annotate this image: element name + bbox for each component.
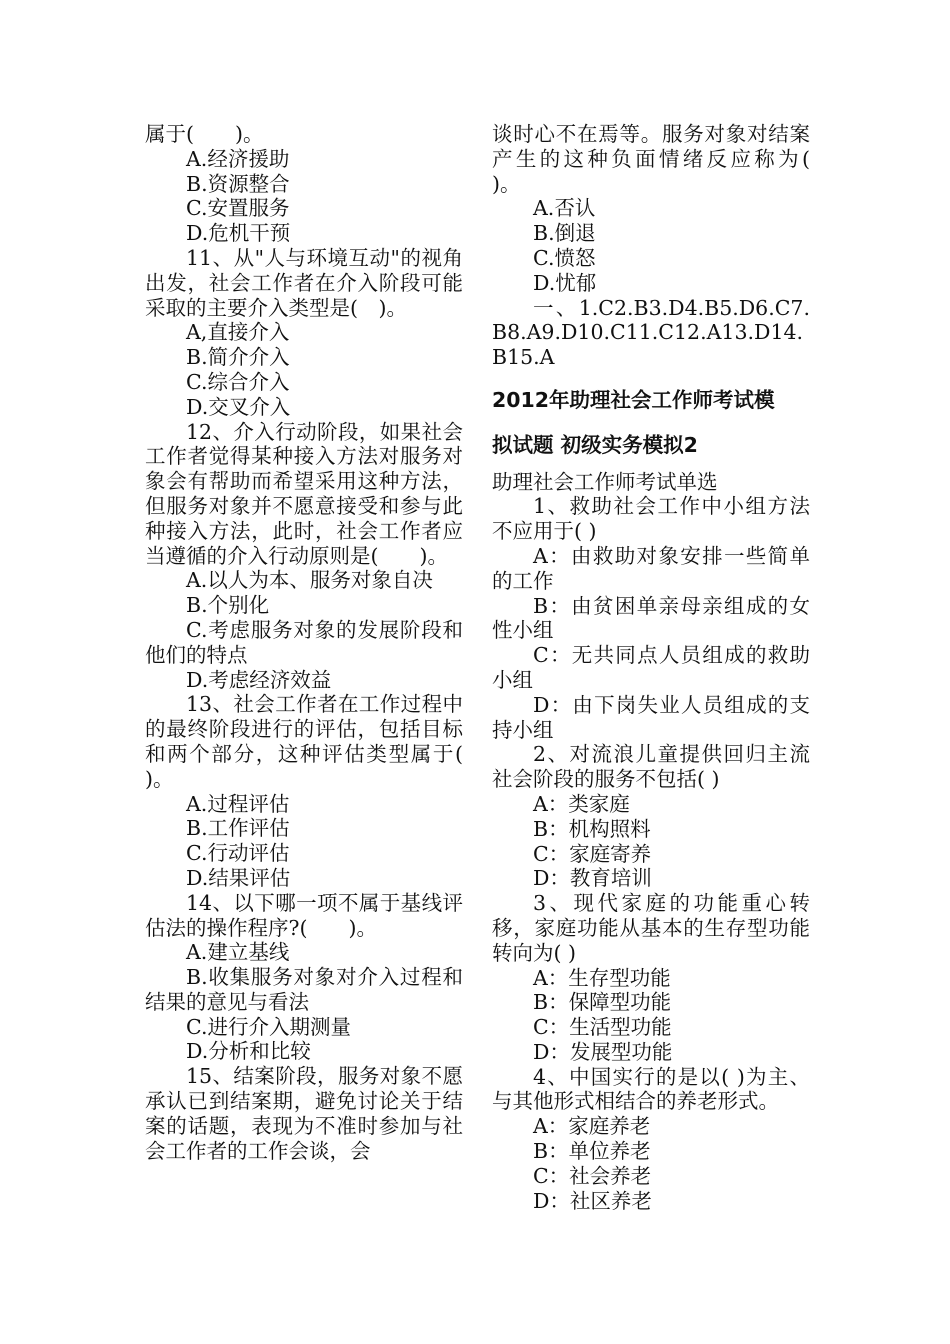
answer-option: A.否认: [533, 196, 596, 221]
question-text: 15、结案阶段，服务对象不愿承认已到结案期，避免讨论关于结案的话题，表现为不准时参加与社会工作者的工作会谈，会: [145, 1064, 463, 1163]
question-text: D：由下岗失业人员组成的支持小组: [492, 692, 810, 742]
question-text: A：由救助对象安排一些简单的工作: [492, 543, 810, 593]
question-text: 14、以下哪一项不属于基线评估法的操作程序?( )。: [145, 890, 463, 940]
answer-option: B.简介介入: [186, 345, 290, 370]
question-text: 1、救助社会工作中小组方法不应用于( ): [492, 494, 810, 544]
answer-option: C.进行介入期测量: [186, 1014, 351, 1039]
question-text: B：由贫困单亲母亲组成的女性小组: [492, 593, 810, 643]
answer-option: B：保障型功能: [533, 990, 672, 1015]
answer-option: D.危机干预: [186, 221, 291, 246]
answer-option: B.工作评估: [186, 816, 290, 841]
continued-text: 属于( )。: [145, 122, 264, 146]
question-text: 3、现代家庭的功能重心转移，家庭功能从基本的生存型功能转向为( ): [492, 891, 810, 965]
section-heading-line-1: 2012年助理社会工作师考试模: [492, 387, 775, 412]
question-text: C：无共同点人员组成的救助小组: [492, 643, 810, 692]
answer-option: D.交叉介入: [186, 394, 291, 419]
answer-option: D.考虑经济效益: [186, 667, 332, 692]
answer-option: C.综合介入: [186, 369, 290, 394]
left-column: [145, 122, 504, 1163]
answer-option: A：类家庭: [533, 791, 630, 816]
answer-option: B.资源整合: [186, 171, 290, 196]
answer-option: A.经济援助: [186, 146, 290, 171]
answer-option: C：社会养老: [533, 1163, 652, 1188]
answer-option: D.结果评估: [186, 865, 291, 890]
answer-section: [492, 122, 851, 370]
section-heading-line-2: 拟试题 初级实务模拟2: [492, 432, 698, 457]
answer-option: A：家庭养老: [533, 1114, 651, 1139]
question-list: [492, 470, 810, 1214]
question-text: C.考虑服务对象的发展阶段和他们的特点: [145, 617, 463, 667]
answer-option: B：机构照料: [533, 816, 651, 841]
answer-option: B.个别化: [186, 593, 270, 618]
answer-option: D.分析和比较: [186, 1039, 311, 1064]
answer-option: C：家庭寄养: [533, 841, 652, 866]
continued-text: 谈时心不在焉等。服务对象对结案产生的这种负面情绪反应称为( )。: [492, 122, 851, 196]
answer-option: C.愤怒: [533, 245, 596, 270]
question-text: 12、介入行动阶段，如果社会工作者觉得某种接入方法对服务对象会有帮助而希望采用这种方法，但服务对象并不愿意接受和参与此种接入方法，此时，社会工作者应当遵循的介入行动原则是( )。: [145, 419, 463, 568]
answer-option: C.行动评估: [186, 841, 290, 866]
answer-option: D：社区养老: [533, 1188, 652, 1213]
question-text: 13、社会工作者在工作过程中的最终阶段进行的评估，包括目标和两个部分，这种评估类型属于( )。: [145, 692, 504, 791]
answer-option: B.倒退: [533, 221, 596, 246]
answer-option: A.过程评估: [186, 791, 290, 816]
answer-option: D：教育培训: [533, 866, 652, 891]
right-column: [492, 122, 851, 1213]
answer-option: A,直接介入: [186, 320, 290, 345]
question-text: 2、对流浪儿童提供回归主流社会阶段的服务不包括( ): [492, 742, 810, 792]
answer-option: B：单位养老: [533, 1139, 651, 1164]
answer-option: A：生存型功能: [533, 965, 671, 990]
question-text: 4、中国实行的是以( )为主、与其他形式相结合的养老形式。: [492, 1064, 810, 1114]
answer-option: A.建立基线: [186, 940, 290, 965]
answer-option: D.忧郁: [533, 270, 597, 295]
question-text: 11、从"人与环境互动"的视角出发，社会工作者在介入阶段可能采取的主要介入类型是( )。: [145, 245, 463, 320]
continued-text: 助理社会工作师考试单选: [492, 469, 718, 494]
answer-option: D：发展型功能: [533, 1039, 673, 1064]
question-text: B.收集服务对象对介入过程和结果的意见与看法: [145, 965, 463, 1014]
answer-option: A.以人为本、服务对象自决: [186, 568, 433, 593]
answer-option: C：生活型功能: [533, 1015, 672, 1040]
question-text: 一、1.C2.B3.D4.B5.D6.C7.B8.A9.D10.C11.C12.A13.D14.B15.A: [492, 295, 810, 370]
answer-option: C.安置服务: [186, 196, 290, 221]
